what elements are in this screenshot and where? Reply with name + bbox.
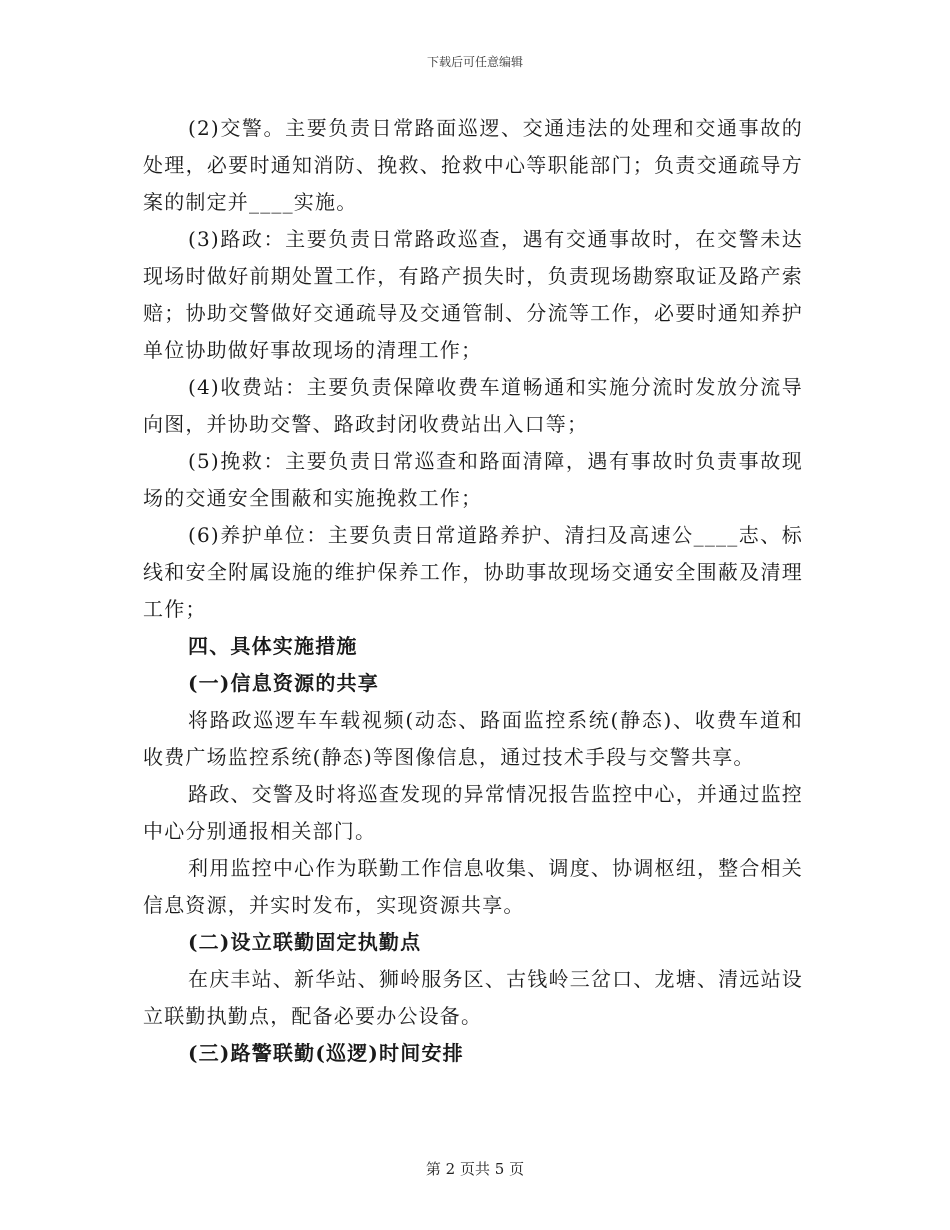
paragraph-traffic-police: (2)交警。主要负责日常路面巡逻、交通违法的处理和交通事故的处理，必要时通知消防、挽救、抢救中心等职能部门；负责交通疏导方案的制定并____实施。 bbox=[143, 116, 803, 214]
subheading-patrol-schedule: (三)路警联勤(巡逻)时间安排 bbox=[188, 1041, 464, 1065]
paragraph-rescue: (5)挽救：主要负责日常巡查和路面清障，遇有事故时负责事故现场的交通安全围蔽和实施挽救工作； bbox=[143, 449, 803, 510]
subheading-duty-points: (二)设立联勤固定执勤点 bbox=[188, 930, 422, 954]
paragraph-duty-locations: 在庆丰站、新华站、狮岭服务区、古钱岭三岔口、龙塘、清远站设立联勤执勤点，配备必要办公设备。 bbox=[143, 967, 803, 1028]
page-header-note: 下载后可任意编辑 bbox=[426, 55, 523, 69]
paragraph-toll-station: (4)收费站：主要负责保障收费车道畅通和实施分流时发放分流导向图，并协助交警、路政封闭收费站出入口等； bbox=[143, 375, 803, 436]
page-number: 第 2 页共 5 页 bbox=[425, 1160, 525, 1178]
document-body bbox=[143, 110, 803, 1072]
paragraph-road-administration: (3)路政：主要负责日常路政巡查，遇有交通事故时，在交警未达现场时做好前期处置工作，有路产损失时，负责现场勘察取证及路产索赔；协助交警做好交通疏导及交通管制、分流等工作，必要时通知养护单位协助做好事故现场的清理工作； bbox=[143, 227, 803, 362]
section-heading-measures: 四、具体实施措施 bbox=[188, 634, 358, 658]
paragraph-maintenance-unit: (6)养护单位：主要负责日常道路养护、清扫及高速公____志、标线和安全附属设施的维护保养工作，协助事故现场交通安全围蔽及清理工作； bbox=[143, 523, 803, 621]
paragraph-monitoring-hub: 利用监控中心作为联勤工作信息收集、调度、协调枢纽，整合相关信息资源，并实时发布，实现资源共享。 bbox=[143, 856, 803, 917]
paragraph-report-monitoring: 路政、交警及时将巡查发现的异常情况报告监控中心，并通过监控中心分别通报相关部门。 bbox=[143, 782, 803, 843]
paragraph-video-sharing: 将路政巡逻车车载视频(动态、路面监控系统(静态)、收费车道和收费广场监控系统(静态)等图像信息，通过技术手段与交警共享。 bbox=[143, 708, 803, 769]
subheading-info-sharing: (一)信息资源的共享 bbox=[188, 671, 379, 695]
